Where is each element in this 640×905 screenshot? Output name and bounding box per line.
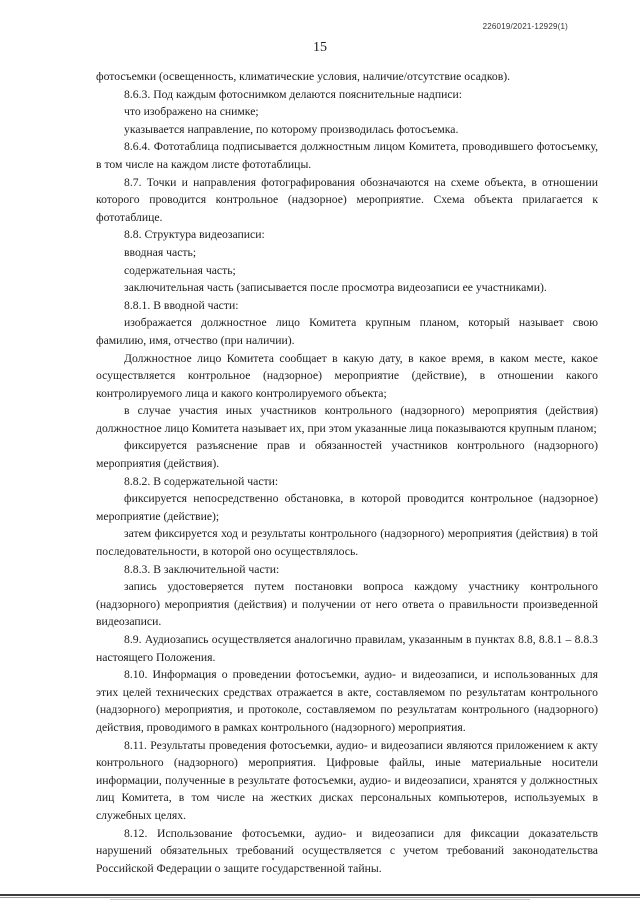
scan-edge-line bbox=[0, 894, 640, 896]
paragraph: вводная часть; bbox=[124, 245, 197, 259]
paragraph: 8.8. Структура видеозаписи: bbox=[124, 228, 265, 242]
paragraph: Должностное лицо Комитета сообщает в какую дату, в какое время, в каком месте, какое осуществляется контрольное (надзорное) мероприятие (действие), в отношении какого контролируемого лица и какого контролируемого объекта; bbox=[96, 351, 598, 400]
paragraph: 8.10. Информация о проведении фотосъемки, аудио- и видеозаписи, и использованных для этих целей технических средствах отражается в акте, составляемом по результатам контрольного (надзорного) мероприятия, и протоколе, составляемом по результатам контрольного (надзорного) действия, проводимого в рамках контрольного (надзорного) мероприятия. bbox=[96, 668, 598, 734]
paragraph: указывается направление, по которому производилась фотосъемка. bbox=[124, 122, 459, 136]
paragraph: запись удостоверяется путем постановки вопроса каждому участнику контрольного (надзорного) мероприятия (действия) и получении от него ответа о правильности произведенной видеозаписи. bbox=[96, 580, 598, 629]
paragraph: содержательная часть; bbox=[124, 263, 236, 277]
paragraph: в случае участия иных участников контрольного (надзорного) мероприятия (действия) должностное лицо Комитета называет их, при этом указанные лица показываются крупным планом; bbox=[96, 404, 598, 435]
paragraph: 8.7. Точки и направления фотографирования обозначаются на схеме объекта, в отношении которого проводится контрольное (надзорное) мероприятие. Схема объекта прилагается к фототаблице. bbox=[96, 175, 598, 224]
paragraph: 8.6.4. Фототаблица подписывается должностным лицом Комитета, проводившего фотосъемку, в том числе на каждом листе фототаблицы. bbox=[96, 140, 598, 171]
paragraph: затем фиксируется ход и результаты контрольного (надзорного) мероприятия (действия) в той последовательности, в которой оно осуществлялось. bbox=[96, 527, 598, 559]
scan-edge-line bbox=[0, 897, 640, 898]
paragraph: 8.8.3. В заключительной части: bbox=[124, 562, 280, 576]
paragraph: фотосъемки (освещенность, климатические условия, наличие/отсутствие осадков). bbox=[96, 70, 511, 83]
document-body bbox=[96, 68, 598, 877]
paragraph: заключительная часть (записывается после просмотра видеозаписи ее участниками). bbox=[124, 281, 547, 295]
scan-edge-line bbox=[110, 899, 530, 900]
paragraph: фиксируется разъяснение прав и обязанностей участников контрольного (надзорного) мероприятия (действия). bbox=[96, 439, 598, 471]
paragraph: 8.12. Использование фотосъемки, аудио- и видеозаписи для фиксации доказательств нарушений обязательных требований осуществляется с учетом требований законодательства Российской Федерации о защите государственной тайны. bbox=[96, 826, 598, 875]
paragraph: 8.8.1. В вводной части: bbox=[124, 298, 239, 312]
paragraph: фиксируется непосредственно обстановка, в которой проводится контрольное (надзорное) мероприятие (действие); bbox=[96, 492, 598, 523]
paragraph: 8.8.2. В содержательной части: bbox=[124, 474, 279, 488]
paragraph: 8.11. Результаты проведения фотосъемки, аудио- и видеозаписи являются приложением к акту контрольного (надзорного) мероприятия. Цифровые файлы, иные материальные носители информации, полученные в результате фотосъемки, аудио- и видеозаписи, хранятся у должностных лиц Комитета, в том числе на жестких дисках персональных компьютеров, используемых в служебных целях. bbox=[96, 738, 598, 822]
document-id: 226019/2021-12929(1) bbox=[482, 22, 568, 31]
paragraph: что изображено на снимке; bbox=[124, 105, 259, 119]
paragraph: 8.9. Аудиозапись осуществляется аналогично правилам, указанным в пунктах 8.8, 8.8.1 – 8.8.3 настоящего Положения. bbox=[96, 633, 598, 664]
paragraph: 8.6.3. Под каждым фотоснимком делаются пояснительные надписи: bbox=[124, 87, 463, 101]
scan-speck bbox=[272, 858, 274, 860]
page-number: 15 bbox=[313, 40, 327, 55]
paragraph: изображается должностное лицо Комитета крупным планом, который называет свою фамилию, имя, отчество (при наличии). bbox=[96, 316, 598, 347]
